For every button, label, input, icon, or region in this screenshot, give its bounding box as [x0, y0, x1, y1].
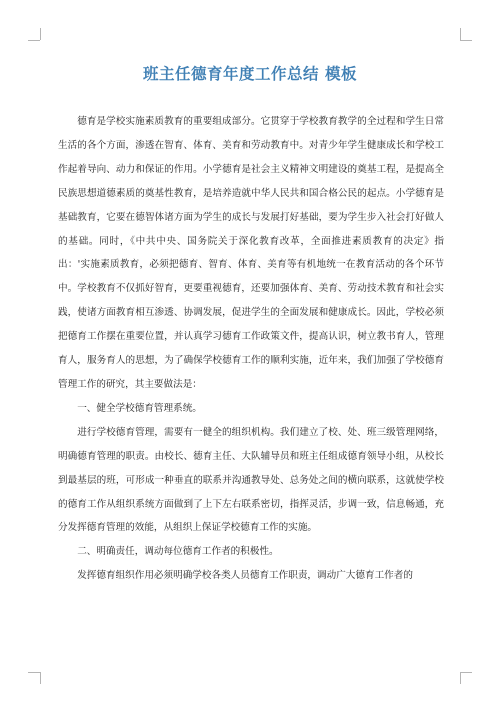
crop-mark-bottom-left-horizontal [28, 672, 40, 673]
crop-mark-top-right-horizontal [460, 40, 472, 41]
crop-mark-bottom-right-vertical [460, 672, 461, 684]
crop-mark-bottom-right-horizontal [460, 672, 472, 673]
crop-mark-bottom-left-vertical [40, 672, 41, 684]
section-heading-1: 一、健全学校德育管理系统。 [77, 402, 202, 414]
paragraph-section-2: 发挥德育组织作用必须明确学校各类人员德育工作职责，调动广大德育工作者的 [77, 570, 413, 582]
document-body [58, 110, 444, 588]
document-title: 班主任德育年度工作总结 模板 [143, 65, 357, 83]
crop-mark-top-right-vertical [460, 28, 461, 40]
paragraph-section-1: 进行学校德育管理，需要有一健全的组织机构。我们建立了校、处、班三级管理网络，明确德育管理的职责。由校长、德育主任、大队辅导员和班主任组成德育领导小组，从校长到最基层的班，可形成一种垂直的联系并沟通教导处、总务处之间的横向联系，这就使学校的德育工作从组织系统方面做到了上下左右联系密切，指挥灵活，步调一致，信息畅通，充分发挥德育管理的效能，从组织上保证学校德育工作的实施。 [58, 426, 444, 534]
paragraph-intro: 德育是学校实施素质教育的重要组成部分。它贯穿于学校教育教学的全过程和学生日常生活的各个方面，渗透在智育、体育、美育和劳动教育中。对青少年学生健康成长和学校工作起着导向、动力和保证的作用。小学德育是社会主义精神文明建设的奠基工程，是提高全民族思想道德素质的奠基性教育，是培养造就中华人民共和国合格公民的起点。小学德育是基础教育，它要在德智体诸方面为学生的成长与发展打好基础，要为学生步入社会打好做人的基础。同时，《中共中央、国务院关于深化教育改革，全面推进素质教育的决定》指出：'实施素质教育，必须把德育、智育、体育、美育等有机地统一在教育活动的各个环节中。学校教育不仅抓好智育，更要重视德育，还要加强体育、美育、劳动技术教育和社会实践，使诸方面教育相互渗透、协调发展，促进学生的全面发展和健康成长。因此，学校必须把德育工作摆在重要位置，并认真学习德育工作政策文件，提高认识，树立教书育人，管理育人，服务育人的思想，为了确保学校德育工作的顺利实施，近年来，我们加强了学校德育管理工作的研究，其主要做法是： [58, 116, 444, 390]
section-heading-2: 二、明确责任，调动每位德育工作者的积极性。 [77, 546, 279, 558]
crop-mark-top-left-vertical [40, 28, 41, 40]
crop-mark-top-left-horizontal [28, 40, 40, 41]
